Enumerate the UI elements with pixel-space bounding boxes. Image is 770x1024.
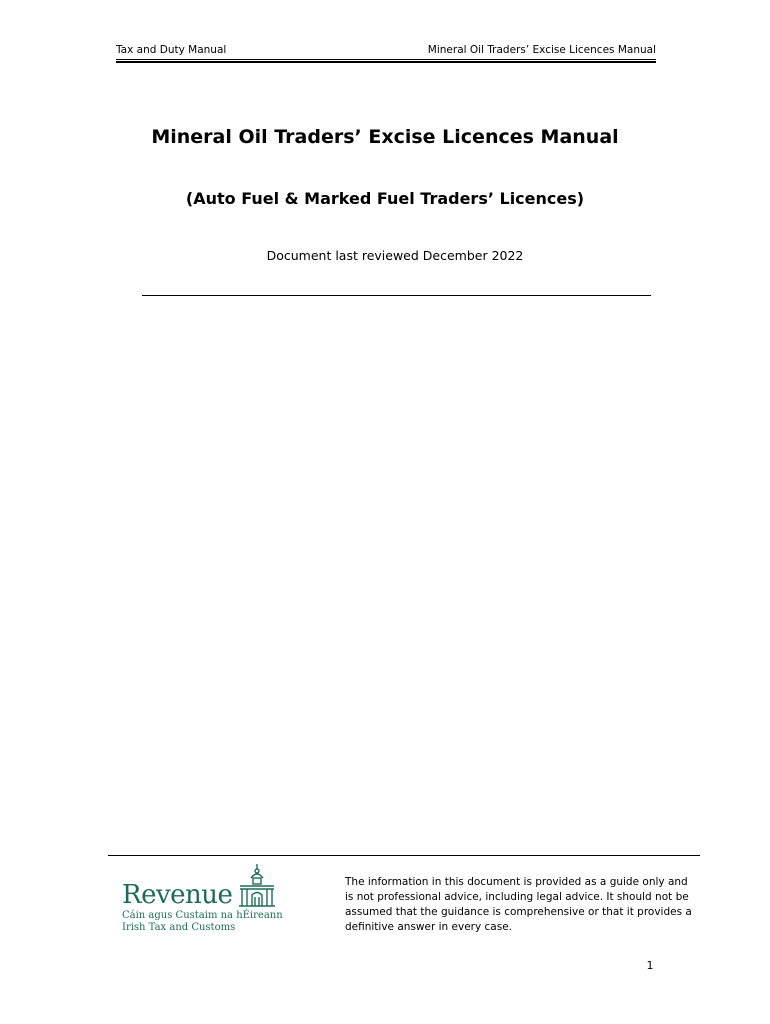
disclaimer-text: The information in this document is provided as a guide only and is not professional advice, including legal advice. It should not be assumed that the guidance is comprehensive or that it provides a definitive answer in every case. (345, 876, 692, 933)
logo-irish-text: Cáin agus Custaim na hÉireann (122, 910, 283, 921)
revenue-logo (122, 862, 282, 936)
document-subtitle: (Auto Fuel & Marked Fuel Traders’ Licences) (185, 189, 585, 208)
logo-english-text: Irish Tax and Customs (122, 922, 236, 933)
logo-wordmark: Revenue (122, 880, 233, 910)
header-right-text: Mineral Oil Traders’ Excise Licences Manual (427, 44, 656, 56)
footer-rule (108, 855, 700, 856)
page-number: 1 (646, 959, 654, 972)
running-header (116, 42, 656, 58)
title-divider (142, 295, 651, 296)
review-date: Document last reviewed December 2022 (266, 248, 524, 263)
header-rule (116, 59, 656, 60)
custom-house-icon (238, 864, 276, 908)
header-rule-thick (116, 61, 656, 63)
document-title: Mineral Oil Traders’ Excise Licences Manual (151, 126, 619, 148)
header-left-text: Tax and Duty Manual (116, 44, 227, 56)
